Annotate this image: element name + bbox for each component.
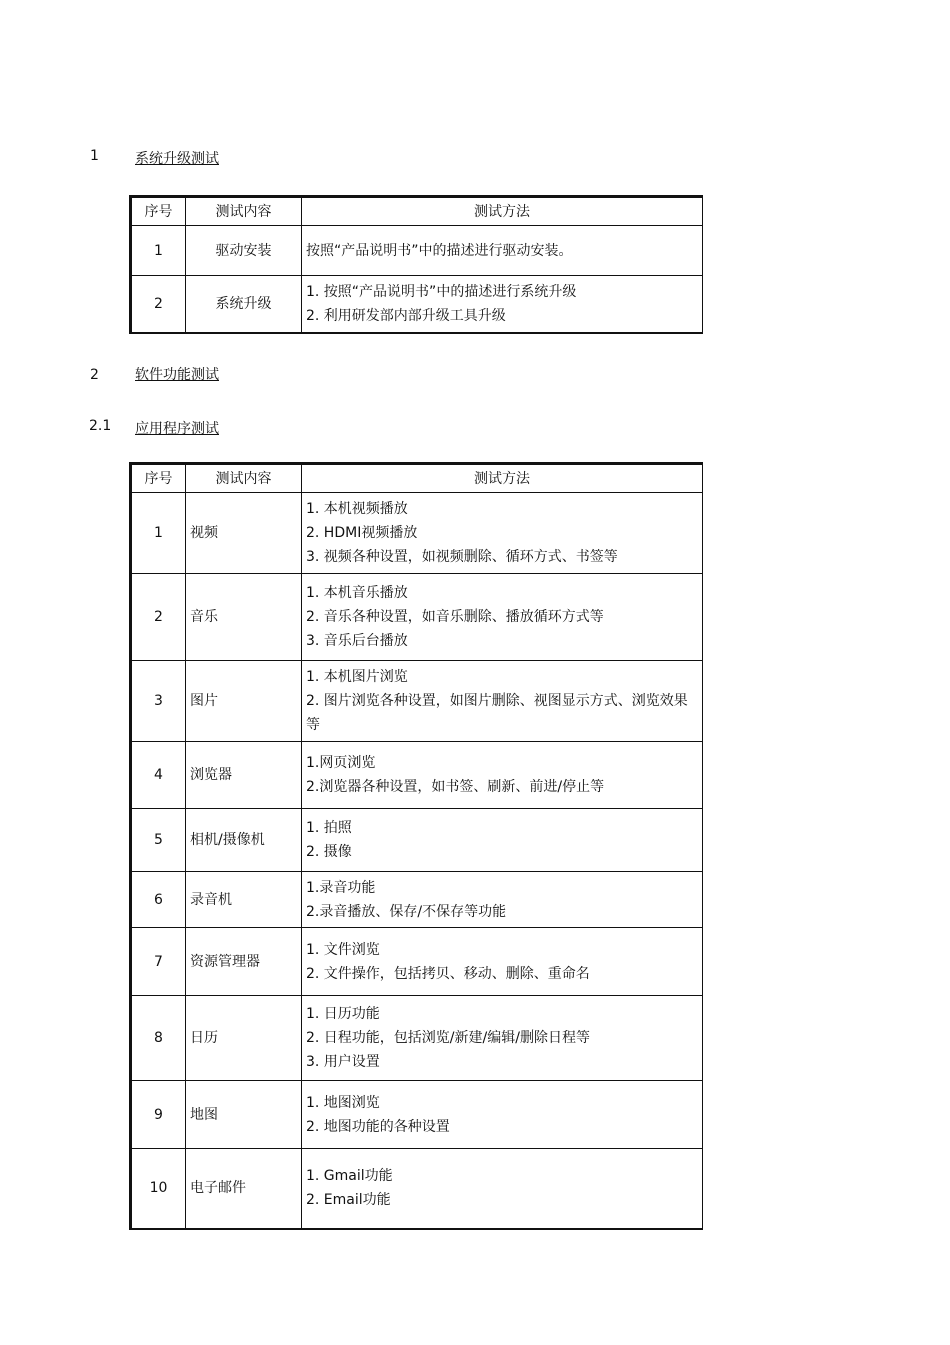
- row-no: 2: [131, 276, 186, 333]
- section-number: 2: [90, 367, 99, 383]
- header-item: 测试内容: [186, 464, 302, 493]
- app-test-table: [129, 462, 703, 1230]
- row-item: 图片: [186, 661, 302, 742]
- table-row: [131, 872, 703, 928]
- method-line: 1.录音功能: [306, 879, 376, 896]
- row-item: 浏览器: [186, 742, 302, 809]
- section-1-heading: [0, 148, 600, 168]
- row-method: [302, 742, 703, 809]
- row-method: [302, 809, 703, 872]
- table-row: [131, 996, 703, 1081]
- row-method: [302, 1081, 703, 1149]
- section-title: 软件功能测试: [135, 367, 219, 383]
- row-no: 6: [131, 872, 186, 928]
- row-method: [302, 226, 703, 276]
- method-line: 1. 本机视频播放: [306, 501, 408, 517]
- table-row: [131, 1149, 703, 1229]
- section-2-heading: [0, 364, 600, 384]
- table-row: [131, 742, 703, 809]
- method-line: 2. Email功能: [306, 1192, 391, 1209]
- section-2-1-heading: [0, 418, 600, 438]
- header-no: 序号: [131, 197, 186, 226]
- row-method: [302, 276, 703, 333]
- method-line: 1. 拍照: [306, 820, 352, 836]
- method-line: 2. 文件操作，包括拷贝、移动、删除、重命名: [306, 965, 590, 982]
- method-line: 2. 音乐各种设置，如音乐删除、播放循环方式等: [306, 609, 604, 625]
- row-no: 1: [131, 226, 186, 276]
- method-line: 3. 用户设置: [306, 1054, 380, 1070]
- row-method: [302, 996, 703, 1081]
- method-line: 2. 利用研发部内部升级工具升级: [306, 307, 506, 324]
- header-item: 测试内容: [186, 197, 302, 226]
- method-line: 2. 图片浏览各种设置，如图片删除、视图显示方式、浏览效果等: [306, 693, 688, 733]
- table-row: [131, 661, 703, 742]
- row-no: 10: [131, 1149, 186, 1229]
- header-method: 测试方法: [302, 464, 703, 493]
- section-title: 系统升级测试: [135, 151, 219, 167]
- section-title: 应用程序测试: [135, 421, 219, 437]
- method-line: 3. 音乐后台播放: [306, 633, 408, 649]
- method-line: 1. 按照“产品说明书”中的描述进行系统升级: [306, 283, 577, 300]
- section-number: 2.1: [89, 418, 112, 434]
- row-method: [302, 872, 703, 928]
- row-method: [302, 493, 703, 574]
- method-line: 1. 文件浏览: [306, 941, 380, 958]
- header-method: 测试方法: [302, 197, 703, 226]
- table-row: [131, 493, 703, 574]
- method-line: 1. 日历功能: [306, 1006, 380, 1022]
- method-line: 2. 摄像: [306, 844, 352, 860]
- row-no: 8: [131, 996, 186, 1081]
- method-line: 1. 地图浏览: [306, 1094, 380, 1111]
- row-no: 3: [131, 661, 186, 742]
- method-line: 2.录音播放、保存/不保存等功能: [306, 903, 507, 920]
- method-line: 1. 本机图片浏览: [306, 669, 408, 685]
- row-item: 地图: [186, 1081, 302, 1149]
- row-no: 2: [131, 574, 186, 661]
- table-row: [131, 276, 703, 333]
- row-item: 相机/摄像机: [186, 809, 302, 872]
- table-row: [131, 928, 703, 996]
- method-line: 1. Gmail功能: [306, 1168, 393, 1185]
- row-no: 1: [131, 493, 186, 574]
- row-no: 7: [131, 928, 186, 996]
- row-item: 驱动安装: [186, 226, 302, 276]
- row-item: 录音机: [186, 872, 302, 928]
- row-no: 4: [131, 742, 186, 809]
- table-header-row: [131, 197, 703, 226]
- method-line: 2. 日程功能，包括浏览/新建/编辑/删除日程等: [306, 1030, 590, 1046]
- table-row: [131, 809, 703, 872]
- row-item: 日历: [186, 996, 302, 1081]
- row-method: [302, 661, 703, 742]
- method-line: 1.网页浏览: [306, 755, 376, 771]
- table-header-row: [131, 464, 703, 493]
- method-line: 2. 地图功能的各种设置: [306, 1118, 450, 1135]
- table-row: [131, 574, 703, 661]
- row-item: 音乐: [186, 574, 302, 661]
- row-item: 资源管理器: [186, 928, 302, 996]
- method-line: 1. 本机音乐播放: [306, 585, 408, 601]
- method-line: 按照“产品说明书”中的描述进行驱动安装。: [306, 242, 573, 259]
- table-row: [131, 1081, 703, 1149]
- section-number: 1: [90, 148, 99, 164]
- header-no: 序号: [131, 464, 186, 493]
- row-method: [302, 1149, 703, 1229]
- row-item: 系统升级: [186, 276, 302, 333]
- row-method: [302, 574, 703, 661]
- upgrade-test-table: [129, 195, 703, 334]
- row-item: 视频: [186, 493, 302, 574]
- row-item: 电子邮件: [186, 1149, 302, 1229]
- method-line: 3. 视频各种设置，如视频删除、循环方式、书签等: [306, 549, 618, 565]
- method-line: 2. HDMI视频播放: [306, 525, 418, 541]
- row-method: [302, 928, 703, 996]
- row-no: 5: [131, 809, 186, 872]
- table-row: [131, 226, 703, 276]
- method-line: 2.浏览器各种设置，如书签、刷新、前进/停止等: [306, 779, 605, 795]
- row-no: 9: [131, 1081, 186, 1149]
